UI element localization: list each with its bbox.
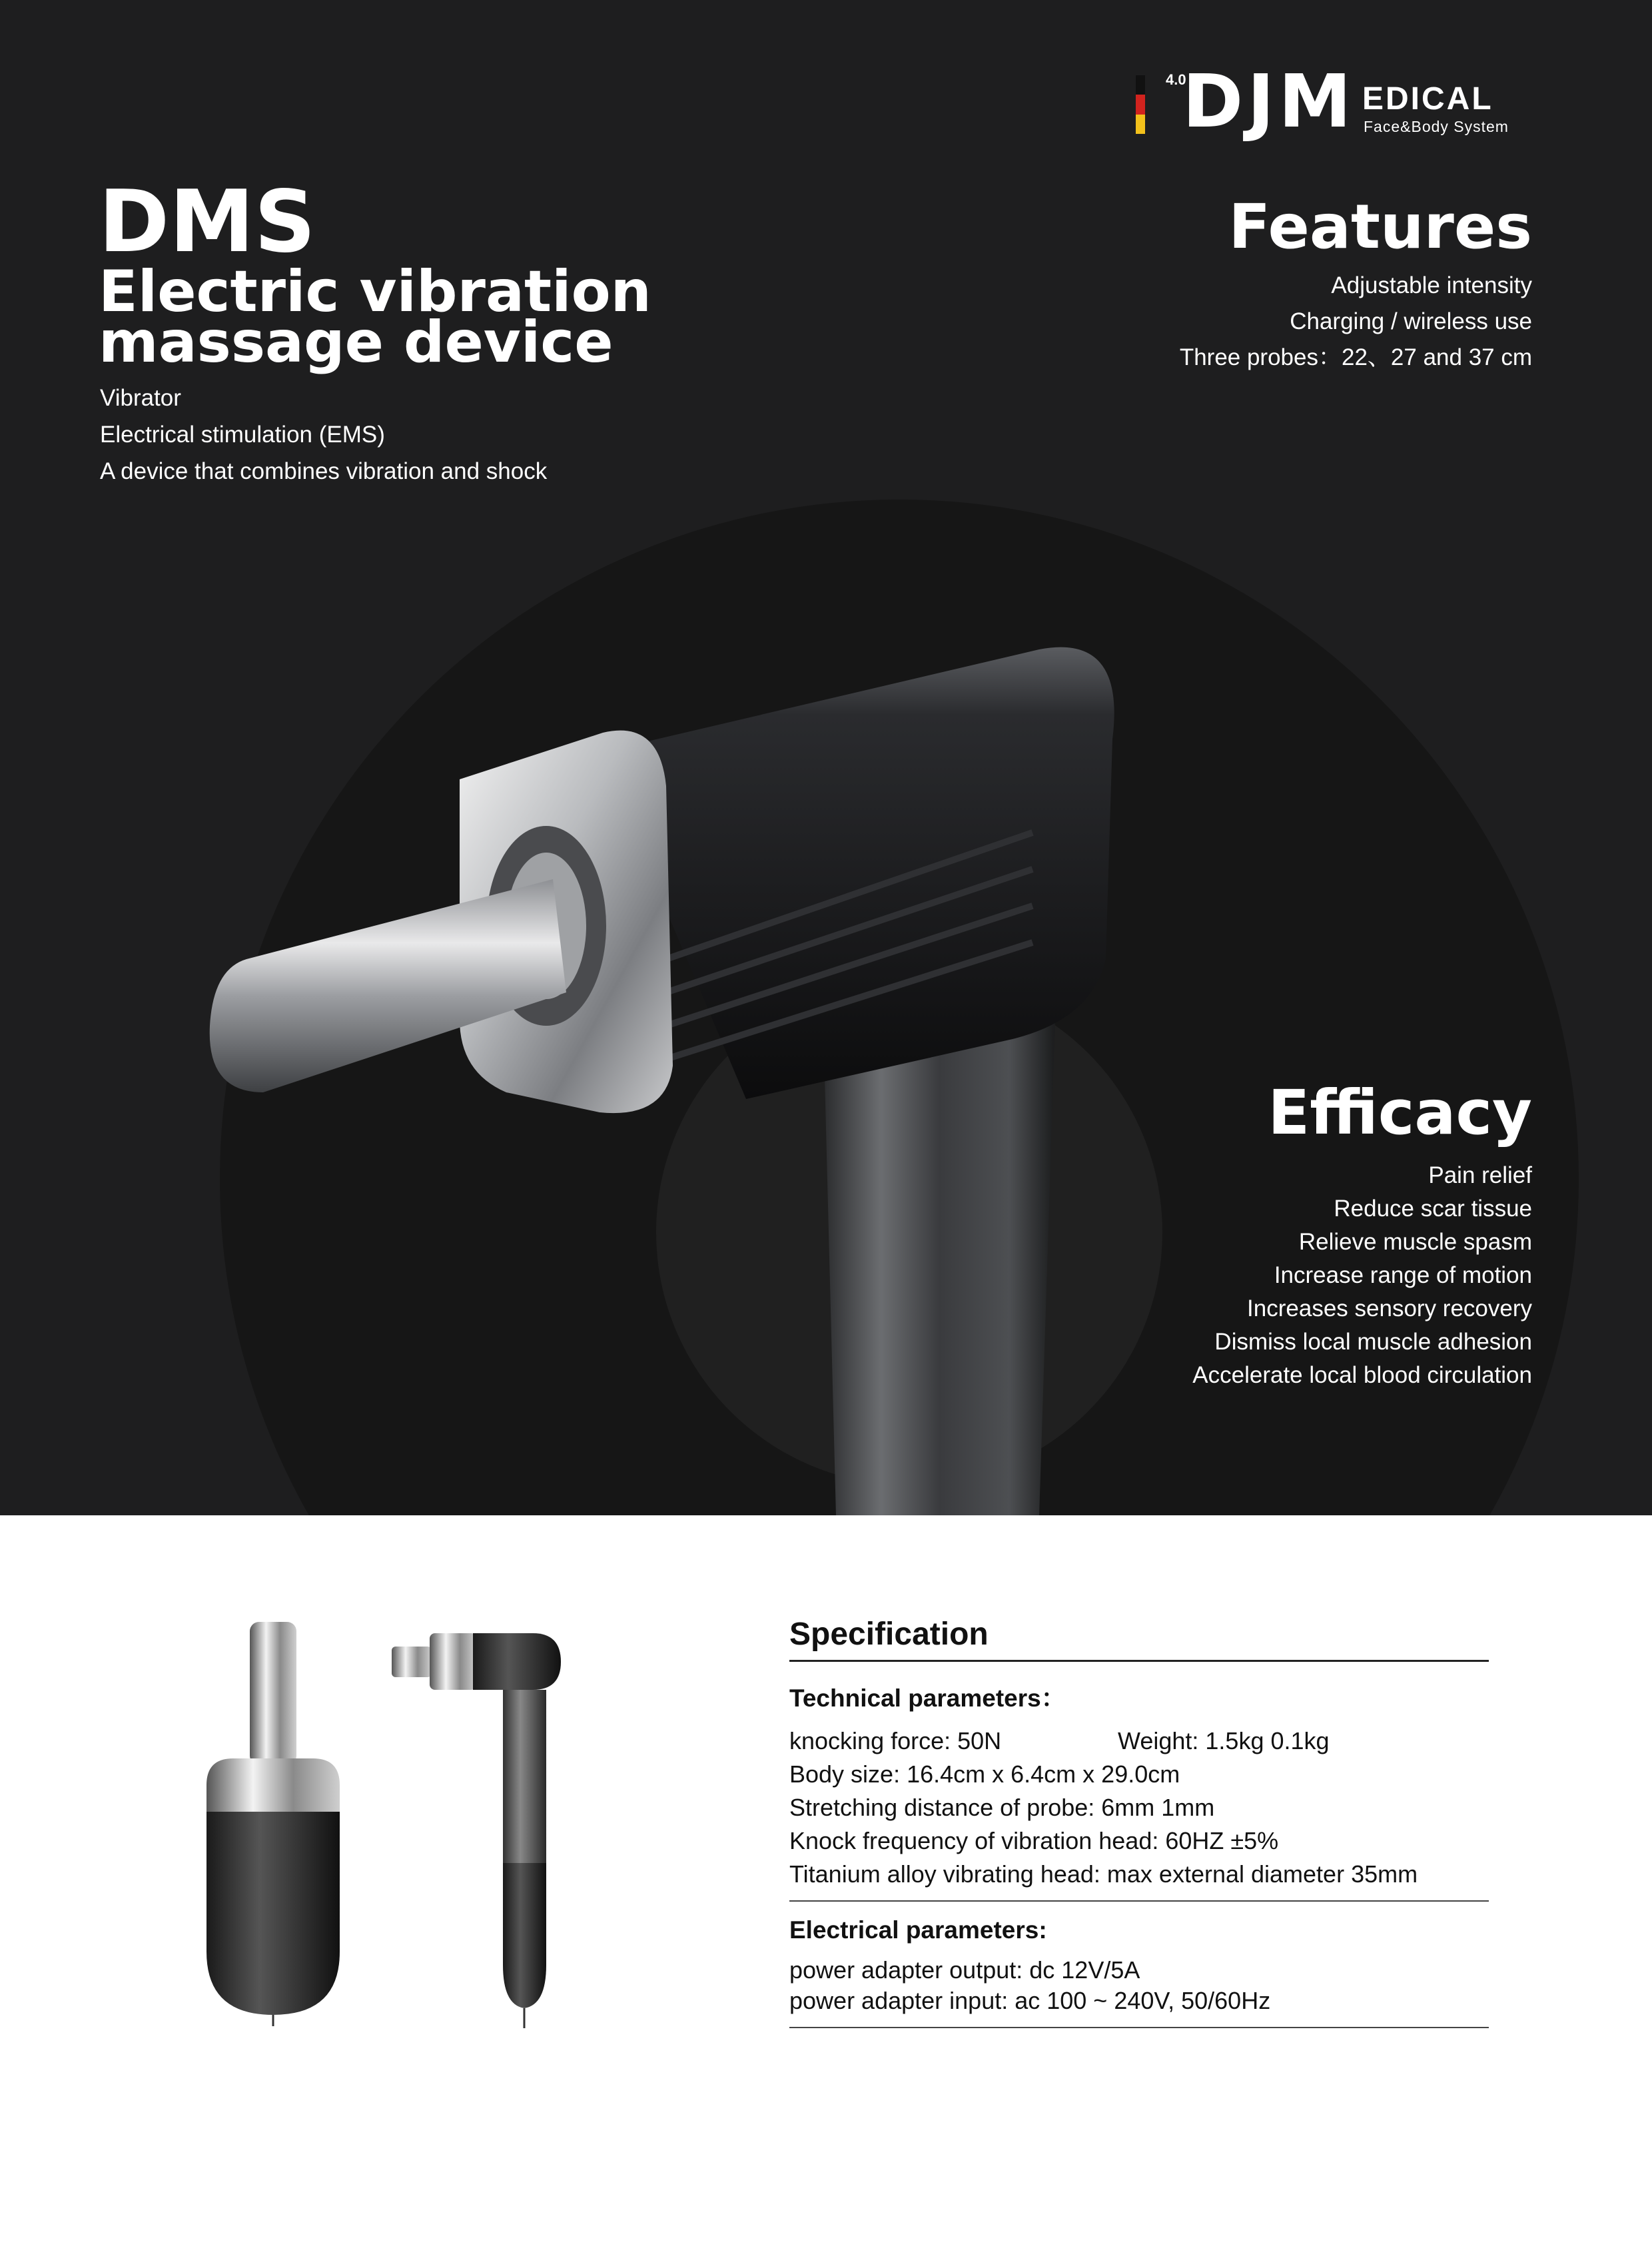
list-item: Three probes：22、27 and 37 cm [1179, 344, 1532, 370]
side-view-device [392, 1633, 561, 2028]
adapter-input: power adapter input: ac 100 ~ 240V, 50/60Hz [789, 1987, 1271, 2014]
brand-logo [1132, 59, 1532, 144]
efficacy-heading: Efficacy [1268, 1077, 1532, 1148]
product-title [99, 258, 698, 376]
front-view-device [206, 1622, 340, 2026]
electrical-parameters-heading: Electrical parameters: [789, 1916, 1047, 1944]
device-body [600, 647, 1114, 1099]
list-item: Relieve muscle spasm [1298, 1229, 1532, 1255]
features-list [1180, 268, 1532, 376]
product-title-line2: massage device [99, 309, 614, 376]
product-title-line1: Electric vibration [99, 258, 651, 325]
adapter-output: power adapter output: dc 12V/5A [789, 1956, 1140, 1984]
list-item: Increases sensory recovery [1247, 1296, 1532, 1321]
specification-section [789, 1619, 1489, 2028]
flag-stripe-black [1136, 75, 1145, 95]
device-handle [823, 999, 1056, 1515]
list-item: Electrical stimulation (EMS) [100, 422, 385, 448]
list-item: Charging / wireless use [1290, 308, 1532, 334]
list-item: Accelerate local blood circulation [1192, 1362, 1532, 1388]
list-item: Vibrator [100, 385, 181, 411]
features-heading: Features [1228, 191, 1532, 262]
list-item: Pain relief [1428, 1162, 1532, 1188]
specification-title: Specification [789, 1619, 1489, 1662]
list-item: A device that combines vibration and shock [100, 458, 548, 484]
efficacy-list [1192, 1159, 1532, 1392]
flag-icon [1136, 75, 1145, 134]
knock-frequency: Knock frequency of vibration head: 60HZ ±5% [789, 1827, 1279, 1854]
technical-parameters-list [789, 1724, 1489, 1902]
list-item: Increase range of motion [1274, 1262, 1532, 1288]
product-type-list [100, 380, 547, 490]
spec-line [789, 1724, 1489, 1758]
product-code: DMS [99, 173, 316, 272]
electrical-parameters-list [789, 1955, 1489, 2028]
knocking-force: knocking force: 50N [789, 1727, 1002, 1754]
logo-subtitle: Face&Body System [1364, 118, 1509, 135]
technical-parameters-heading: Technical parameters： [789, 1684, 1066, 1712]
flag-stripe-gold [1136, 115, 1145, 134]
logo-edical: EDICAL [1362, 81, 1493, 117]
logo-dj: DJM [1182, 59, 1356, 144]
list-item: Adjustable intensity [1331, 272, 1532, 298]
list-item: Reduce scar tissue [1334, 1196, 1532, 1222]
vibrating-head: Titanium alloy vibrating head: max external diameter 35mm [789, 1860, 1418, 1888]
stretching-distance: Stretching distance of probe: 6mm 1mm [789, 1794, 1215, 1821]
product-views-image [187, 1605, 626, 2038]
list-item: Dismiss local muscle adhesion [1214, 1329, 1532, 1355]
body-size: Body size: 16.4cm x 6.4cm x 29.0cm [789, 1760, 1180, 1788]
weight: Weight: 1.5kg 0.1kg [1118, 1727, 1330, 1754]
flag-stripe-red [1136, 95, 1145, 114]
logo-version: 4.0 [1166, 71, 1186, 88]
